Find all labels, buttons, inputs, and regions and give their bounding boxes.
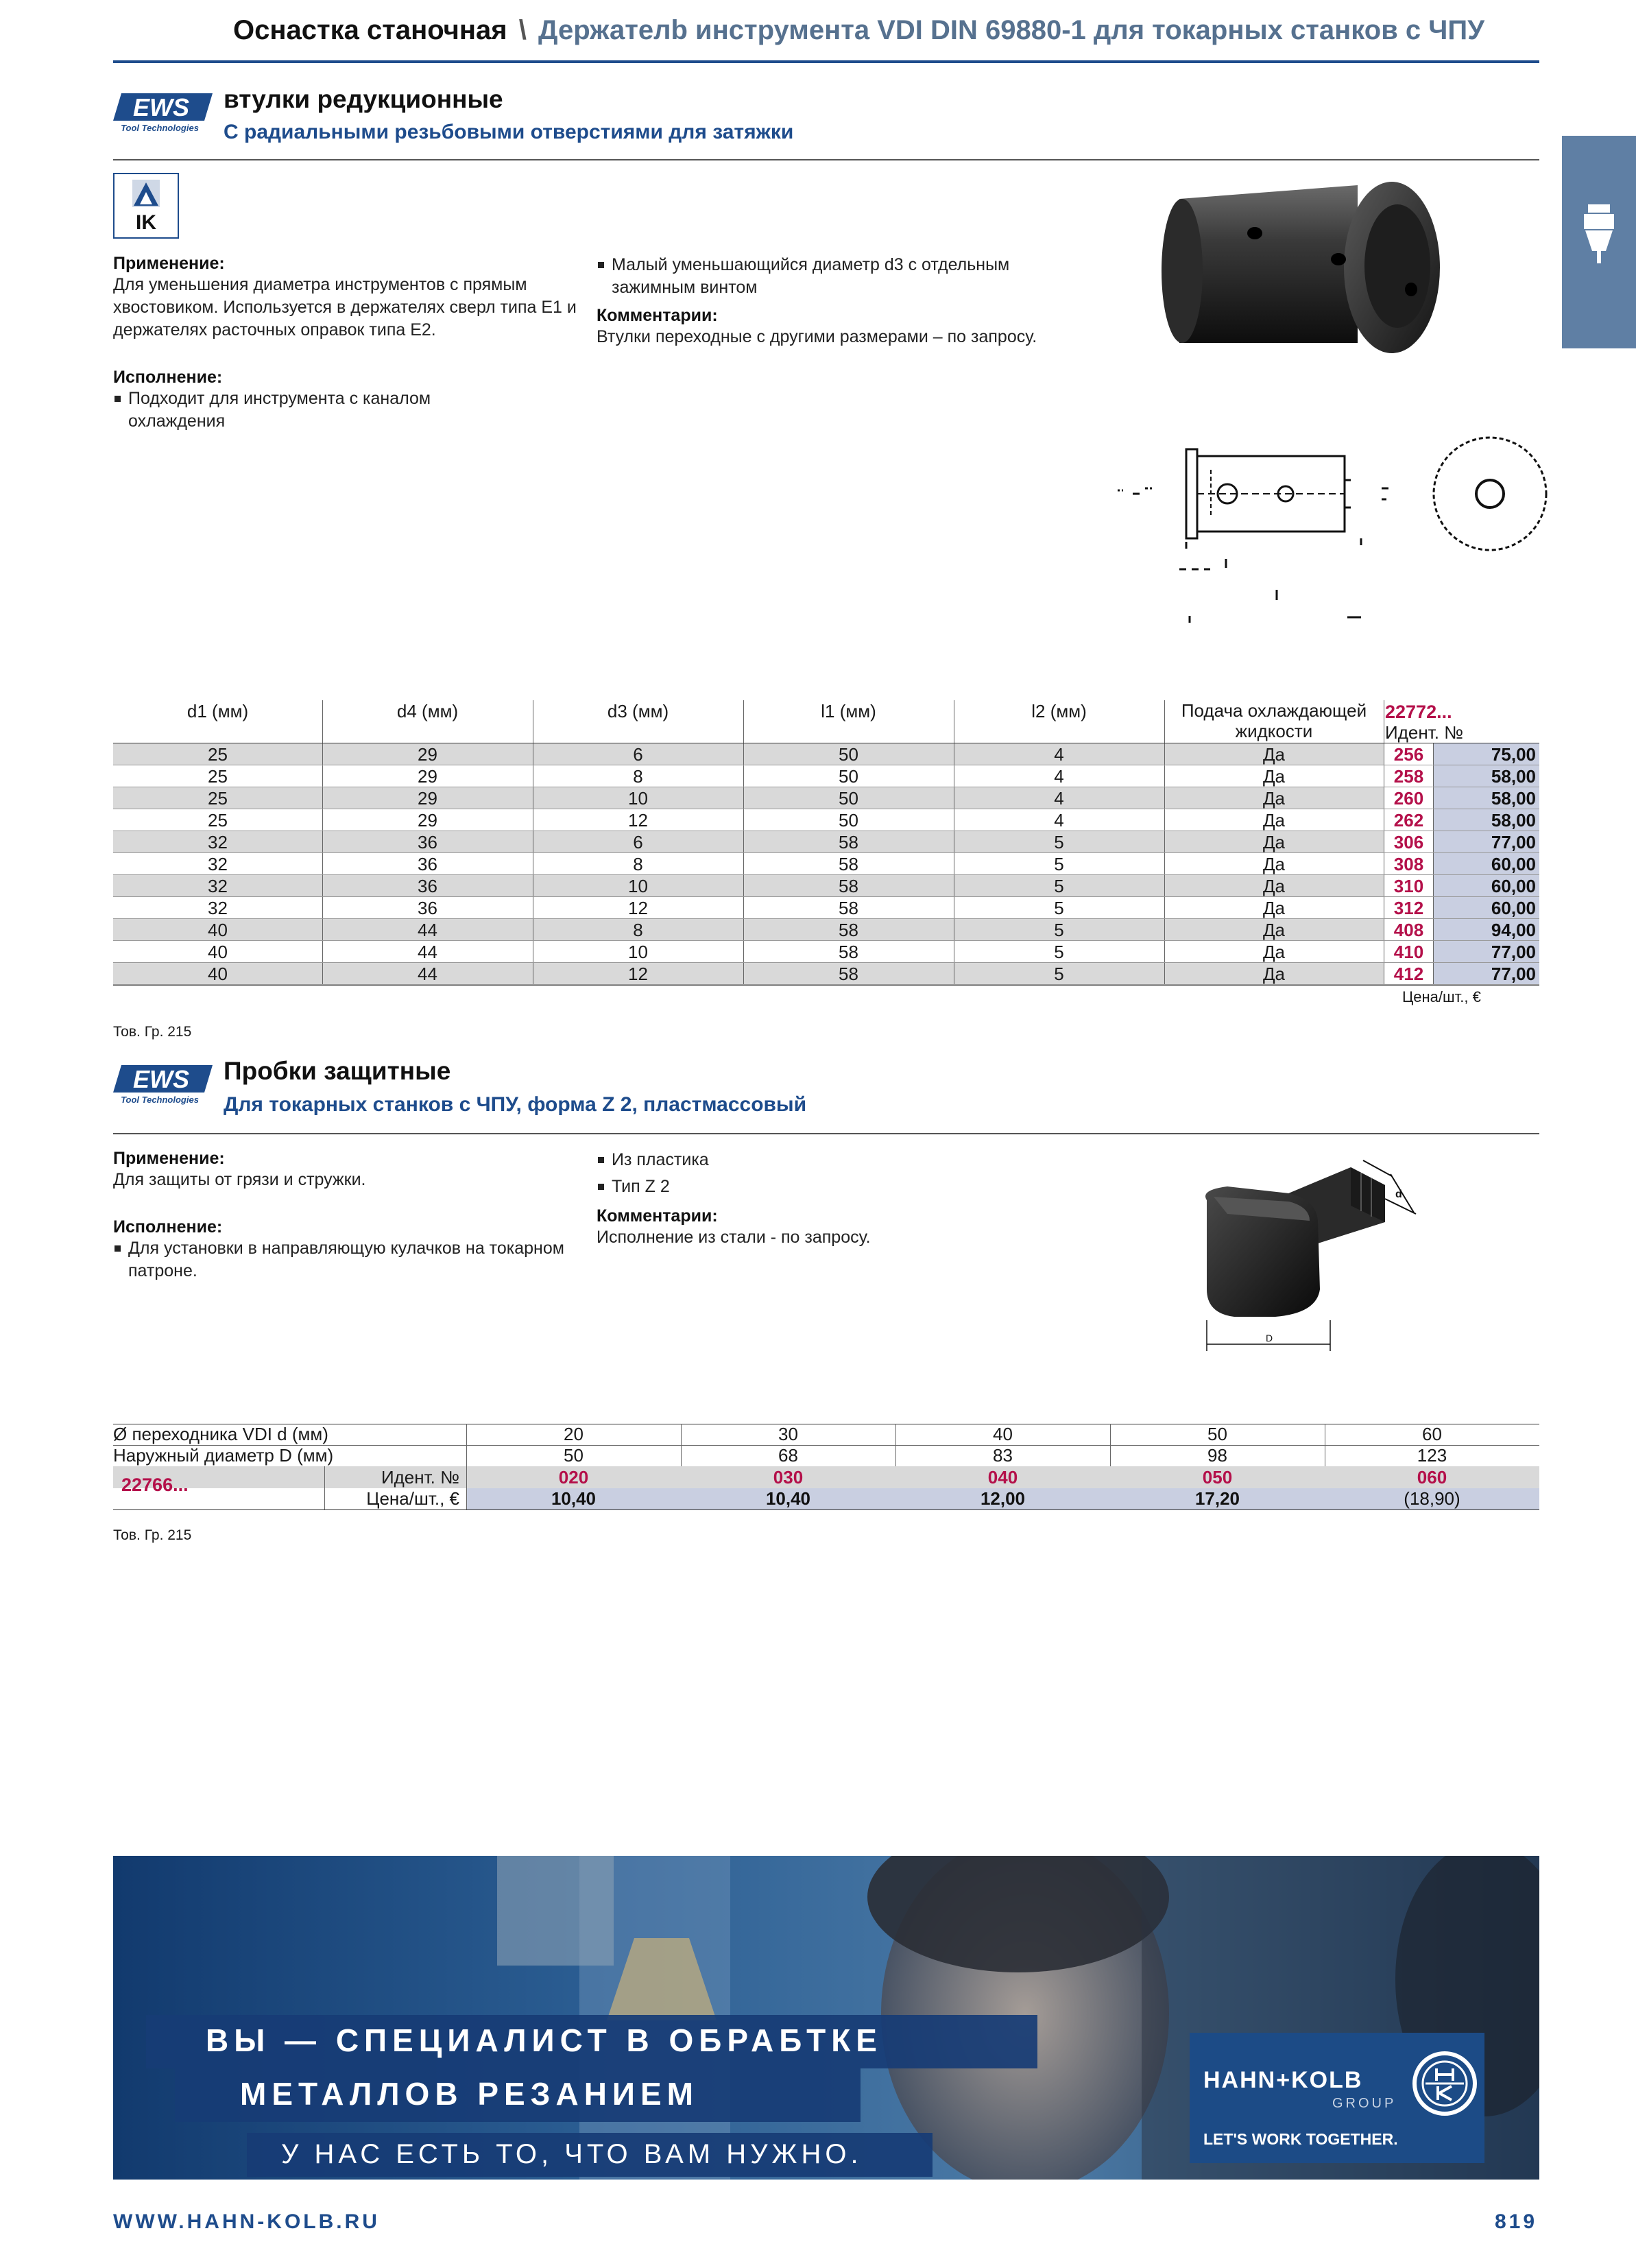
hahn-kolb-logo bbox=[1190, 2033, 1484, 2163]
plug-ident-cell: 020 bbox=[558, 1467, 589, 1488]
col-header-d1: d1 (мм) bbox=[187, 701, 249, 721]
col-header-d4: d4 (мм) bbox=[396, 701, 459, 721]
section1-left-column bbox=[113, 254, 579, 433]
banner-line3: У НАС ЕСТЬ ТО, ЧТО ВАМ НУЖНО. bbox=[281, 2139, 863, 2169]
table-cell: Да bbox=[1262, 766, 1286, 787]
table-cell: 40 bbox=[208, 942, 228, 962]
table-cell: 12 bbox=[628, 964, 648, 984]
chuck-icon bbox=[1562, 136, 1636, 348]
table-cell: 10 bbox=[628, 876, 648, 896]
side-tab bbox=[1562, 136, 1636, 348]
price-value: 58,00 bbox=[1491, 788, 1536, 809]
price-value: 58,00 bbox=[1491, 766, 1536, 787]
table-cell: 29 bbox=[418, 766, 437, 787]
table-cell: 40 bbox=[208, 920, 228, 940]
col-header-d3: d3 (мм) bbox=[607, 701, 669, 721]
price-value: 77,00 bbox=[1491, 964, 1536, 984]
table-cell: 5 bbox=[1054, 920, 1064, 940]
price-value: 77,00 bbox=[1491, 832, 1536, 852]
plug-ident-label: Идент. № bbox=[381, 1467, 459, 1488]
col-header-coolant: Подача охлаждающей жидкости bbox=[1181, 700, 1367, 741]
plug-vdi-cell: 40 bbox=[993, 1424, 1013, 1444]
section1-comments-text: Втулки переходные с другими размерами – по запросу. bbox=[597, 327, 1037, 346]
sleeve-code: 22772... bbox=[1385, 702, 1452, 722]
section2-execution-item: Для установки в направляющую кулачков на токарном патроне. bbox=[113, 1237, 567, 1282]
table-cell: 36 bbox=[418, 898, 437, 918]
plug-price-cell: 10,40 bbox=[765, 1488, 811, 1509]
table-cell: 44 bbox=[418, 920, 437, 940]
plug-ident-cell: 060 bbox=[1417, 1467, 1447, 1488]
section2-group-note: Тов. Гр. 215 bbox=[113, 1527, 192, 1543]
plug-vdi-cell: 50 bbox=[1207, 1424, 1227, 1444]
logo-tagline-2: Tool Technologies bbox=[121, 1095, 199, 1105]
section1-subtitle: С радиальными резьбовыми отверстиями для затяжки bbox=[224, 121, 794, 143]
section2-application-label: Применение: bbox=[113, 1149, 225, 1168]
table-cell: 32 bbox=[208, 876, 228, 896]
sleeve-table bbox=[113, 695, 1539, 1005]
table-cell: 50 bbox=[839, 810, 858, 831]
table-cell: 50 bbox=[839, 766, 858, 787]
price-value: 58,00 bbox=[1491, 810, 1536, 831]
plug-outer-cell: 83 bbox=[993, 1445, 1013, 1466]
table-row bbox=[113, 787, 1539, 809]
sleeve-ident-label: Идент. № bbox=[1385, 722, 1464, 743]
table-cell: 12 bbox=[628, 810, 648, 831]
sleeve-price-label: Цена/шт., € bbox=[1402, 988, 1481, 1005]
plug-price-label: Цена/шт., € bbox=[366, 1488, 459, 1509]
price-value: 75,00 bbox=[1491, 744, 1536, 765]
table-cell: 25 bbox=[208, 766, 228, 787]
section1-comments-label: Комментарии: bbox=[597, 306, 718, 325]
table-cell: 10 bbox=[628, 788, 648, 809]
table-cell: 58 bbox=[839, 832, 858, 852]
plug-outer-cell: 98 bbox=[1207, 1445, 1227, 1466]
table-row bbox=[113, 875, 1539, 897]
ident-number: 260 bbox=[1393, 788, 1424, 809]
section2-title: Пробки защитные bbox=[224, 1057, 451, 1085]
promo-banner bbox=[113, 1856, 1539, 2180]
table-row bbox=[113, 963, 1539, 985]
plug-price-cell: 17,20 bbox=[1194, 1488, 1240, 1509]
section1-right-item: Малый уменьшающийся диаметр d3 с отдельным зажимным винтом bbox=[597, 254, 1085, 299]
plug-photo bbox=[1186, 1145, 1426, 1358]
section2-left-column bbox=[113, 1149, 579, 1282]
table-cell: 8 bbox=[633, 854, 643, 874]
plug-vdi-cell: 30 bbox=[778, 1424, 798, 1444]
footer-url[interactable]: WWW.HAHN-KOLB.RU bbox=[113, 2210, 380, 2233]
logo-slogan: LET'S WORK TOGETHER. bbox=[1203, 2130, 1398, 2148]
table-cell: 5 bbox=[1054, 898, 1064, 918]
section1-group-note: Тов. Гр. 215 bbox=[113, 1024, 192, 1040]
table-row bbox=[113, 809, 1539, 831]
plug-price-cell: (18,90) bbox=[1404, 1488, 1460, 1509]
table-cell: 25 bbox=[208, 788, 228, 809]
plug-table bbox=[113, 1424, 1539, 1513]
col-header-l1: l1 (мм) bbox=[821, 701, 876, 721]
table-cell: 25 bbox=[208, 810, 228, 831]
table-cell: 29 bbox=[418, 810, 437, 831]
table-cell: 4 bbox=[1054, 744, 1064, 765]
ident-number: 308 bbox=[1393, 854, 1424, 874]
plug-table-body bbox=[466, 1424, 1539, 1509]
ident-number: 310 bbox=[1393, 876, 1424, 896]
table-cell: 8 bbox=[633, 766, 643, 787]
plug-price-cell: 10,40 bbox=[551, 1488, 597, 1509]
table-cell: 58 bbox=[839, 920, 858, 940]
hk-emblem-icon bbox=[1410, 2049, 1479, 2118]
table-cell: 4 bbox=[1054, 788, 1064, 809]
header-rule bbox=[113, 60, 1539, 63]
table-cell: Да bbox=[1262, 854, 1286, 874]
table-row bbox=[113, 941, 1539, 963]
plug-dim-D: D bbox=[1266, 1333, 1273, 1344]
table-cell: 50 bbox=[839, 744, 858, 765]
table-cell: 36 bbox=[418, 854, 437, 874]
table-cell: 5 bbox=[1054, 876, 1064, 896]
logo-brand: EWS bbox=[132, 93, 190, 121]
plug-dim-d: d bbox=[1395, 1189, 1402, 1200]
logo-group: GROUP bbox=[1332, 2096, 1397, 2111]
price-value: 94,00 bbox=[1491, 920, 1536, 940]
ident-number: 312 bbox=[1393, 898, 1424, 918]
table-cell: 8 bbox=[633, 920, 643, 940]
table-cell: 58 bbox=[839, 964, 858, 984]
ews-logo bbox=[113, 91, 213, 133]
section1-right-column bbox=[597, 254, 1090, 348]
table-row bbox=[113, 743, 1539, 765]
ident-number: 412 bbox=[1393, 964, 1424, 984]
page-number: 819 bbox=[1495, 2210, 1538, 2233]
price-value: 77,00 bbox=[1491, 942, 1536, 962]
plug-row2-label: Наружный диаметр D (мм) bbox=[113, 1445, 334, 1466]
table-row bbox=[113, 897, 1539, 919]
table-cell: 32 bbox=[208, 854, 228, 874]
ik-badge bbox=[113, 173, 179, 239]
table-cell: 29 bbox=[418, 788, 437, 809]
section2-comments-label: Комментарии: bbox=[597, 1206, 718, 1226]
table-cell: 4 bbox=[1054, 766, 1064, 787]
table-cell: 32 bbox=[208, 898, 228, 918]
section1-title: втулки редукционные bbox=[224, 85, 503, 113]
logo-hahn-kolb: HAHN+KOLB bbox=[1203, 2067, 1363, 2093]
table-row bbox=[113, 765, 1539, 787]
table-cell: Да bbox=[1262, 898, 1286, 918]
header-subtitle: Держателb инструмента VDI DIN 69880-1 для токарных станков с ЧПУ bbox=[538, 15, 1484, 45]
col-header-l2: l2 (мм) bbox=[1031, 701, 1087, 721]
table-cell: Да bbox=[1262, 744, 1286, 765]
table-cell: 5 bbox=[1054, 854, 1064, 874]
price-value: 60,00 bbox=[1491, 876, 1536, 896]
table-cell: 29 bbox=[418, 744, 437, 765]
section1-execution-item: Подходит для инструмента с каналом охлаждения bbox=[113, 387, 485, 433]
section1-application-text: Для уменьшения диаметра инструментов с прямым хвостовиком. Используется в держателях сверл типа E1 и держателях расточных оправок типа E2. bbox=[113, 275, 577, 339]
section2-subtitle: Для токарных станков с ЧПУ, форма Z 2, пластмассовый bbox=[224, 1093, 807, 1116]
table-cell: 36 bbox=[418, 832, 437, 852]
table-cell: 4 bbox=[1054, 810, 1064, 831]
banner-line2: МЕТАЛЛОВ РЕЗАНИЕМ bbox=[240, 2076, 699, 2112]
sleeve-drawing bbox=[1090, 432, 1556, 624]
table-cell: Да bbox=[1262, 920, 1286, 940]
section1-execution-label: Исполнение: bbox=[113, 368, 223, 387]
ident-number: 262 bbox=[1393, 810, 1424, 831]
table-cell: 6 bbox=[633, 744, 643, 765]
ident-number: 408 bbox=[1393, 920, 1424, 940]
price-value: 60,00 bbox=[1491, 854, 1536, 874]
coolant-icon bbox=[115, 176, 178, 213]
table-cell: 5 bbox=[1054, 942, 1064, 962]
table-cell: 12 bbox=[628, 898, 648, 918]
table-cell: Да bbox=[1262, 876, 1286, 896]
logo-brand-2: EWS bbox=[132, 1065, 190, 1093]
plug-ident-cell: 050 bbox=[1202, 1467, 1233, 1488]
table-cell: Да bbox=[1262, 942, 1286, 962]
plug-ident-cell: 040 bbox=[987, 1467, 1018, 1488]
plug-outer-cell: 68 bbox=[778, 1445, 798, 1466]
plug-code: 22766... bbox=[121, 1475, 189, 1495]
section2-rule bbox=[113, 1133, 1539, 1134]
table-cell: Да bbox=[1262, 832, 1286, 852]
ident-number: 410 bbox=[1393, 942, 1424, 962]
section2-comments-text: Исполнение из стали - по запросу. bbox=[597, 1228, 871, 1247]
table-cell: 5 bbox=[1054, 964, 1064, 984]
table-cell: 10 bbox=[628, 942, 648, 962]
plug-price-cell: 12,00 bbox=[980, 1488, 1026, 1509]
plug-row1-label: Ø переходника VDI d (мм) bbox=[113, 1424, 328, 1444]
table-cell: 44 bbox=[418, 942, 437, 962]
ik-badge-label: IK bbox=[136, 211, 156, 234]
table-cell: Да bbox=[1262, 810, 1286, 831]
table-cell: 58 bbox=[839, 854, 858, 874]
table-row bbox=[113, 831, 1539, 853]
header-separator: \ bbox=[518, 15, 527, 45]
page-header bbox=[233, 15, 1484, 46]
table-cell: 44 bbox=[418, 964, 437, 984]
section2-right-column bbox=[597, 1149, 1090, 1249]
banner-line1: ВЫ — СПЕЦИАЛИСТ В ОБРАБТКЕ bbox=[206, 2022, 882, 2058]
plug-vdi-cell: 20 bbox=[564, 1424, 584, 1444]
price-value: 60,00 bbox=[1491, 898, 1536, 918]
plug-ident-cell: 030 bbox=[773, 1467, 804, 1488]
section2-right-item-2: Тип Z 2 bbox=[597, 1175, 1090, 1198]
table-cell: 58 bbox=[839, 942, 858, 962]
logo-tagline: Tool Technologies bbox=[121, 123, 199, 133]
table-cell: 40 bbox=[208, 964, 228, 984]
section2-execution-label: Исполнение: bbox=[113, 1217, 223, 1237]
ident-number: 306 bbox=[1393, 832, 1424, 852]
plug-outer-cell: 123 bbox=[1417, 1445, 1447, 1466]
section2-application-text: Для защиты от грязи и стружки. bbox=[113, 1170, 366, 1189]
sleeve-photo bbox=[1152, 158, 1467, 391]
ews-logo-2 bbox=[113, 1062, 213, 1105]
table-cell: 50 bbox=[839, 788, 858, 809]
sleeve-table-header bbox=[113, 695, 1384, 743]
table-cell: Да bbox=[1262, 788, 1286, 809]
header-category: Оснастка станочная bbox=[233, 15, 507, 45]
table-row bbox=[113, 853, 1539, 875]
table-cell: 5 bbox=[1054, 832, 1064, 852]
table-row bbox=[113, 919, 1539, 941]
plug-vdi-cell: 60 bbox=[1422, 1424, 1442, 1444]
section2-right-item-1: Из пластика bbox=[597, 1149, 1090, 1171]
table-cell: Да bbox=[1262, 964, 1286, 984]
ident-number: 256 bbox=[1393, 744, 1424, 765]
section1-application-label: Применение: bbox=[113, 254, 225, 273]
table-cell: 6 bbox=[633, 832, 643, 852]
table-cell: 58 bbox=[839, 898, 858, 918]
plug-outer-cell: 50 bbox=[564, 1445, 584, 1466]
ident-number: 258 bbox=[1393, 766, 1424, 787]
table-cell: 32 bbox=[208, 832, 228, 852]
table-cell: 58 bbox=[839, 876, 858, 896]
table-cell: 25 bbox=[208, 744, 228, 765]
table-cell: 36 bbox=[418, 876, 437, 896]
